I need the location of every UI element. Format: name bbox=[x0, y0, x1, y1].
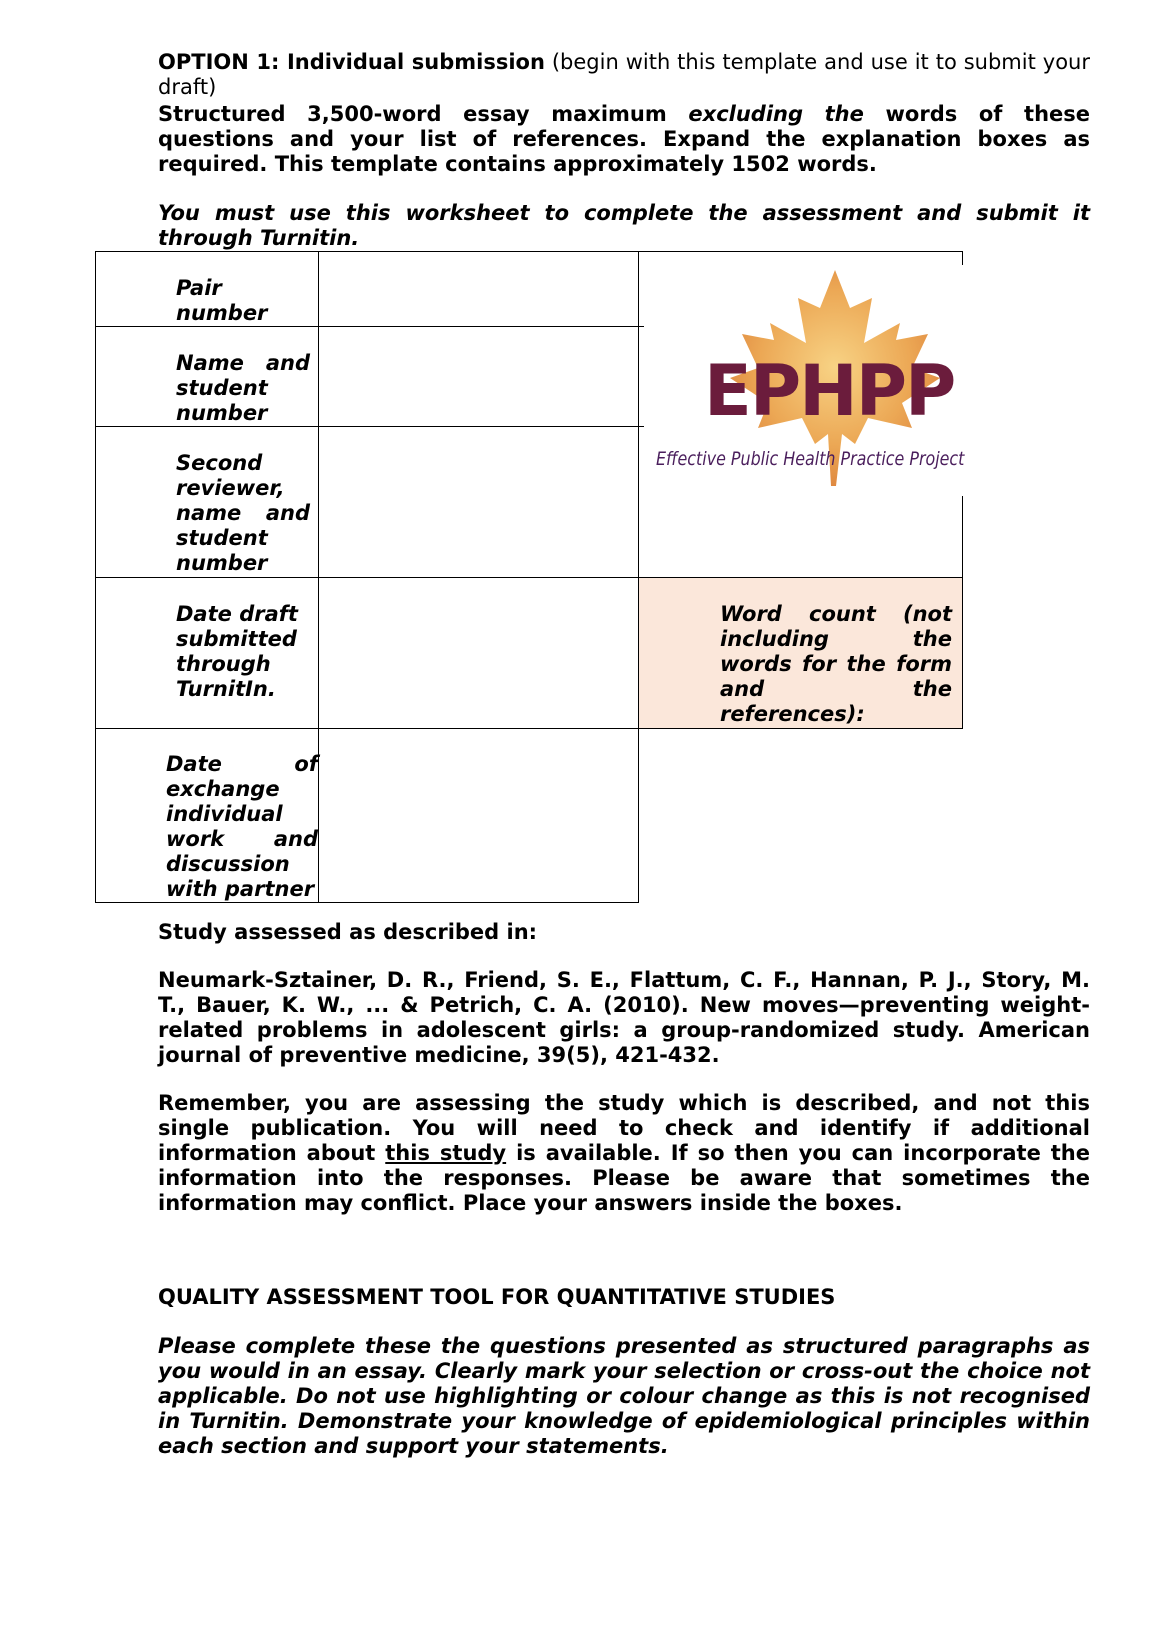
date-draft-field[interactable] bbox=[319, 578, 638, 728]
second-reviewer-field[interactable] bbox=[319, 427, 638, 577]
name-student-label: Name and student number bbox=[176, 351, 310, 425]
pair-number-label: Pair number bbox=[176, 276, 268, 325]
tool-heading: QUALITY ASSESSMENT TOOL FOR QUANTITATIVE STUDIES bbox=[158, 1285, 836, 1309]
structured-text-b: excluding the bbox=[688, 102, 864, 126]
word-count-label: Word count (not including the words for the form and the references): bbox=[720, 602, 952, 726]
study-citation: Neumark-Sztainer, D. R., Friend, S. E., Flattum, C. F., Hannan, P. J., Story, M. T., Bauer, K. W., ... & Petrich, C. A. (2010). New moves—preventing weight-related problems in adolescent girls: a group-randomized study. American journal of preventive medicine, 39(5), 421-432. bbox=[158, 968, 1090, 1067]
remember-text-b: is available. If so then you can incorporate the information into the responses. Please be aware that sometimes the information may conflict. Place your answers inside the boxes. bbox=[158, 1141, 1091, 1215]
remember-text-a: Remember, you are assessing the study which is described, and not this single publication. You will need to check and identify if additional information about bbox=[158, 1091, 1090, 1165]
pair-number-field[interactable] bbox=[319, 252, 638, 326]
date-draft-label: Date draft submitted through TurnitIn. bbox=[176, 602, 298, 701]
option-heading bbox=[158, 50, 1090, 100]
structured-note bbox=[158, 102, 1090, 177]
must-use-note: You must use this worksheet to complete the assessment and submit it through Turnitin. bbox=[158, 201, 1090, 250]
date-exchange-label: Date of exchange individual work and discussion with partner bbox=[166, 752, 318, 901]
study-heading: Study assessed as described in: bbox=[158, 920, 538, 944]
structured-text-c: words of these questions and your list of references. Expand the explanation boxes as required. This template contains approximately 1502 words. bbox=[158, 102, 1091, 176]
ephpp-logo bbox=[650, 268, 1020, 498]
remember-note bbox=[158, 1091, 1090, 1216]
structured-text-a: Structured 3,500-word essay maximum bbox=[158, 102, 667, 126]
option-label: OPTION 1: Individual submission bbox=[158, 50, 545, 74]
second-reviewer-label: Second reviewer, name and student number bbox=[176, 451, 310, 575]
tool-instructions: Please complete these the questions presented as structured paragraphs as you would in an essay. Clearly mark your selection or cross-out the choice not applicable. Do not use highlighting or colour change as this is not recognised in Turnitin. Demonstrate your knowledge of epidemiological principles within each section and support your statements. bbox=[158, 1334, 1090, 1458]
ephpp-tagline: Effective Public Health Practice Project bbox=[656, 448, 965, 470]
date-exchange-field[interactable] bbox=[319, 729, 638, 902]
ephpp-acronym: EPHPP bbox=[704, 350, 955, 432]
option-note: (begin with this template and use it to submit your draft) bbox=[158, 50, 1090, 99]
name-student-field[interactable] bbox=[319, 327, 638, 426]
this-study-link[interactable]: this study bbox=[385, 1141, 507, 1165]
